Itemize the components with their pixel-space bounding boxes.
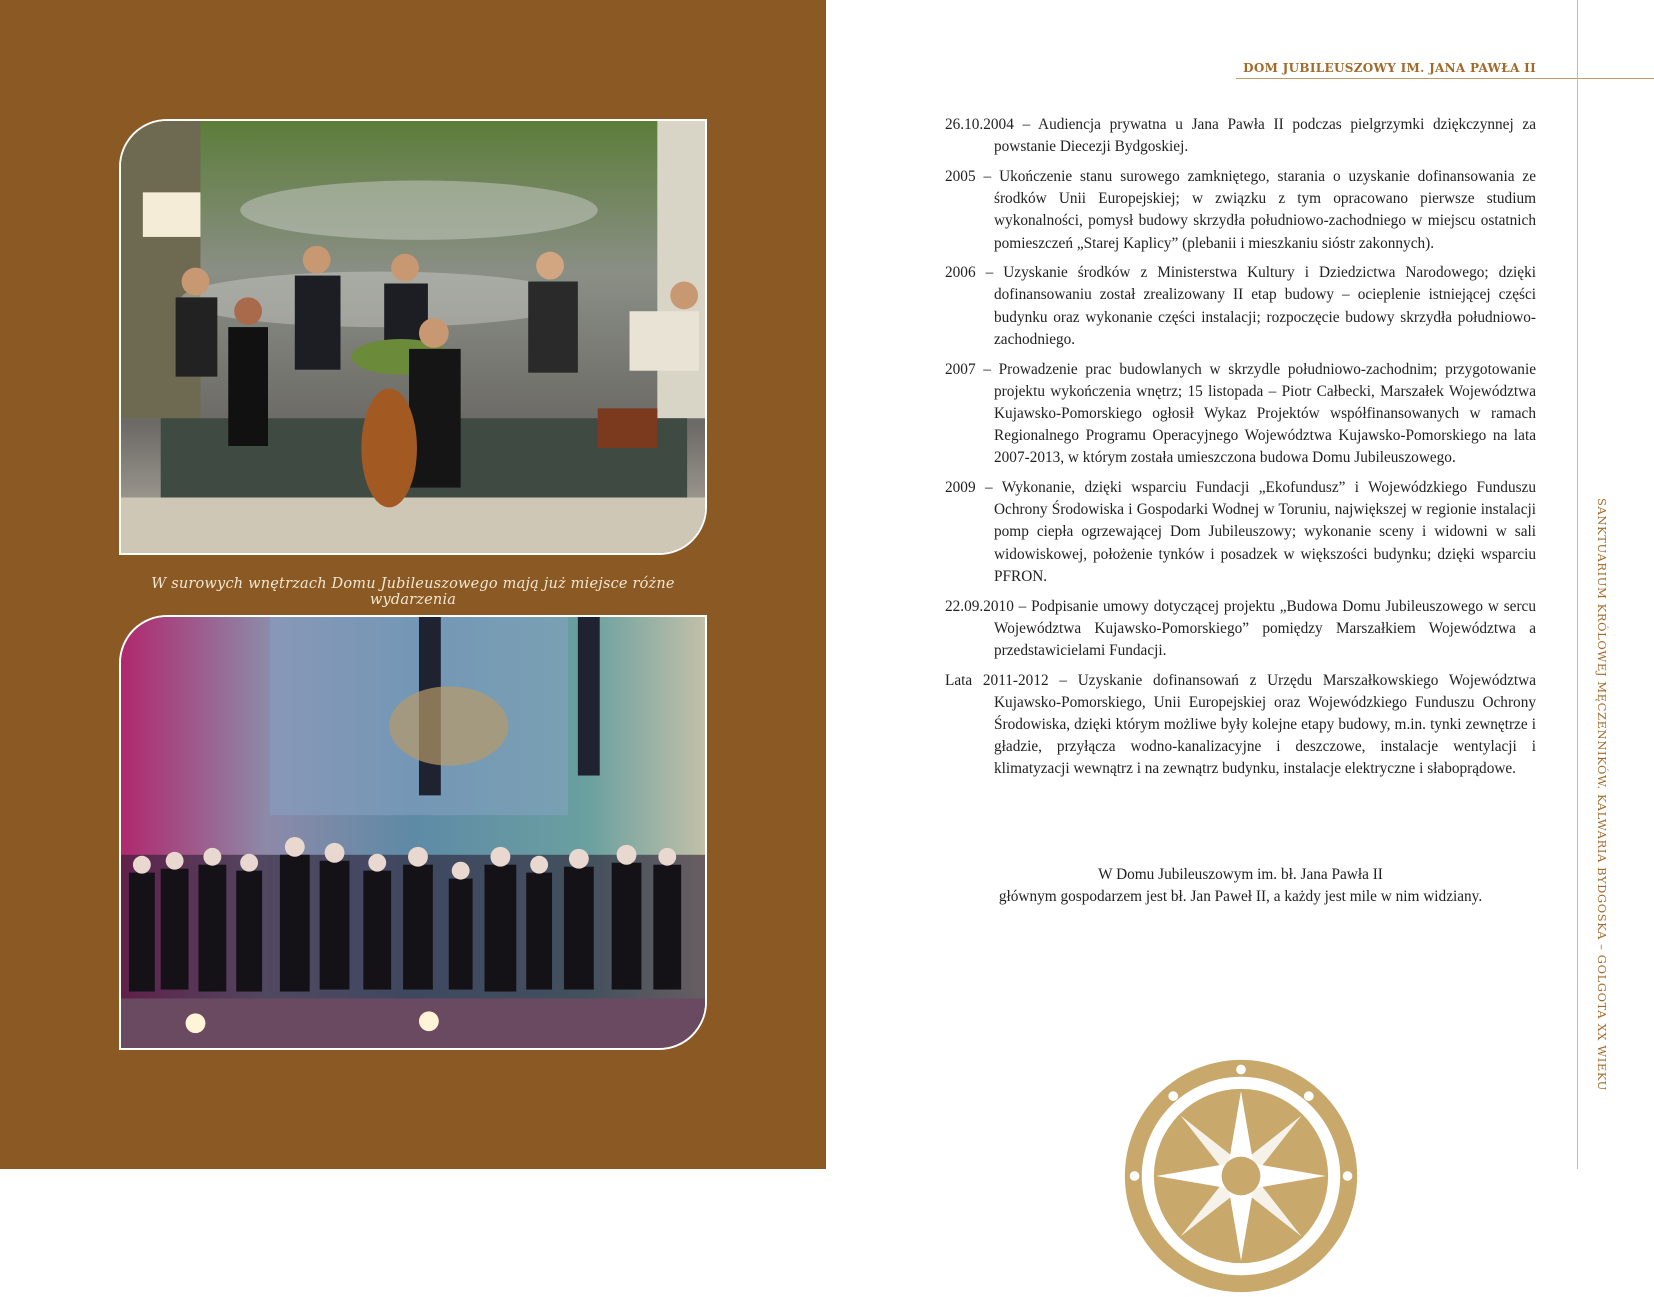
closing-statement [945,864,1536,908]
chronology-list [945,114,1536,788]
chronology-entry: 2005 – Ukończenie stanu surowego zamkniętego, starania o uzyskanie dofinansowania ze środków Unii Europejskiej; w związku z tym opracowano pierwsze studium wykonalności, pomysł budowy skrzydła południowo-zachodniego w miejscu ostatnich pomieszczeń „Starej Kaplicy” (plebanii i mieszkaniu sióstr zakonnych). [945,167,1536,252]
left-page [0,0,826,1169]
closing-line-1: W Domu Jubileuszowym im. bł. Jana Pawła II [1098,866,1383,883]
margin-rule [1577,0,1578,1169]
chronology-entry: Lata 2011-2012 – Uzyskanie dofinansowań z Urzędu Marszałkowskiego Województwa Kujawsko-Pomorskiego, Unii Europejskiej oraz Wojewódzkiego Funduszu Ochrony Środowiska, dzięki którym możliwe były kolejne etapy budowy, m.in. tynki zewnętrze i gładzie, przyłącza wodno-kanalizacyjne i deszczowe, instalacje wentylacji i klimatyzacji wewnątrz i na zewnątrz budynku, instalacje elektryczne i słaboprądowe. [945,671,1536,778]
concert-photo [119,119,707,555]
photo-caption: W surowych wnętrzach Domu Jubileuszowego mają już miejsce różne wydarzenia [151,576,675,608]
chronology-entry: 22.09.2010 – Podpisanie umowy dotyczącej projektu „Budowa Domu Jubileuszowego w sercu Województwa Kujawsko-Pomorskiego” pomiędzy Marszałkiem Województwa a przedstawicielami Fundacji. [945,597,1536,659]
running-head-rule [1236,78,1654,79]
choir-photo [119,615,707,1050]
ornament-emblem [1120,1055,1362,1297]
chronology-entry: 2007 – Prowadzenie prac budowlanych w skrzydle południowo-zachodnim; przygotowanie projektu wykończenia wnętrz; 15 listopada – Piotr Całbecki, Marszałek Województwa Kujawsko-Pomorskiego ogłosił Wykaz Projektów współfinansowanych w ramach Regionalnego Programu Operacyjnego Województwa Kujawsko-Pomorskiego na lata 2007-2013, w którym została umieszczona budowa Domu Jubileuszowego. [945,360,1536,467]
closing-line-2: głównym gospodarzem jest bł. Jan Paweł II, a każdy jest mile w nim widziany. [998,888,1483,906]
chronology-entry: 2006 – Uzyskanie środków z Ministerstwa Kultury i Dziedzictwa Narodowego; dzięki dofinansowaniu został zrealizowany II etap budowy – ocieplenie istniejącej części budynku oraz wykonanie części instalacji; rozpoczęcie budowy skrzydła południowo-zachodniego. [945,264,1536,348]
running-head: DOM JUBILEUSZOWY IM. JANA PAWŁA II [1243,61,1536,75]
chronology-entry: 2009 – Wykonanie, dzięki wsparciu Fundacji „Ekofundusz” i Wojewódzkiego Funduszu Ochrony Środowiska i Gospodarki Wodnej w Toruniu, największej w regionie instalacji pomp ciepła ogrzewającej Dom Jubileuszowy; wykonanie sceny i widowni w sali widowiskowej, położenie tynków i posadzek w większości budynku; dzięki wsparciu PFRON. [945,479,1536,585]
vertical-side-title: SANKTUARIUM KRÓLOWEJ MĘCZENNIKÓW. KALWARIA BYDGOSKA – GOLGOTA XX WIEKU [1595,498,1609,1091]
chronology-entry: 26.10.2004 – Audiencja prywatna u Jana Pawła II podczas pielgrzymki dziękczynnej za powstanie Diecezji Bydgoskiej. [945,116,1536,156]
